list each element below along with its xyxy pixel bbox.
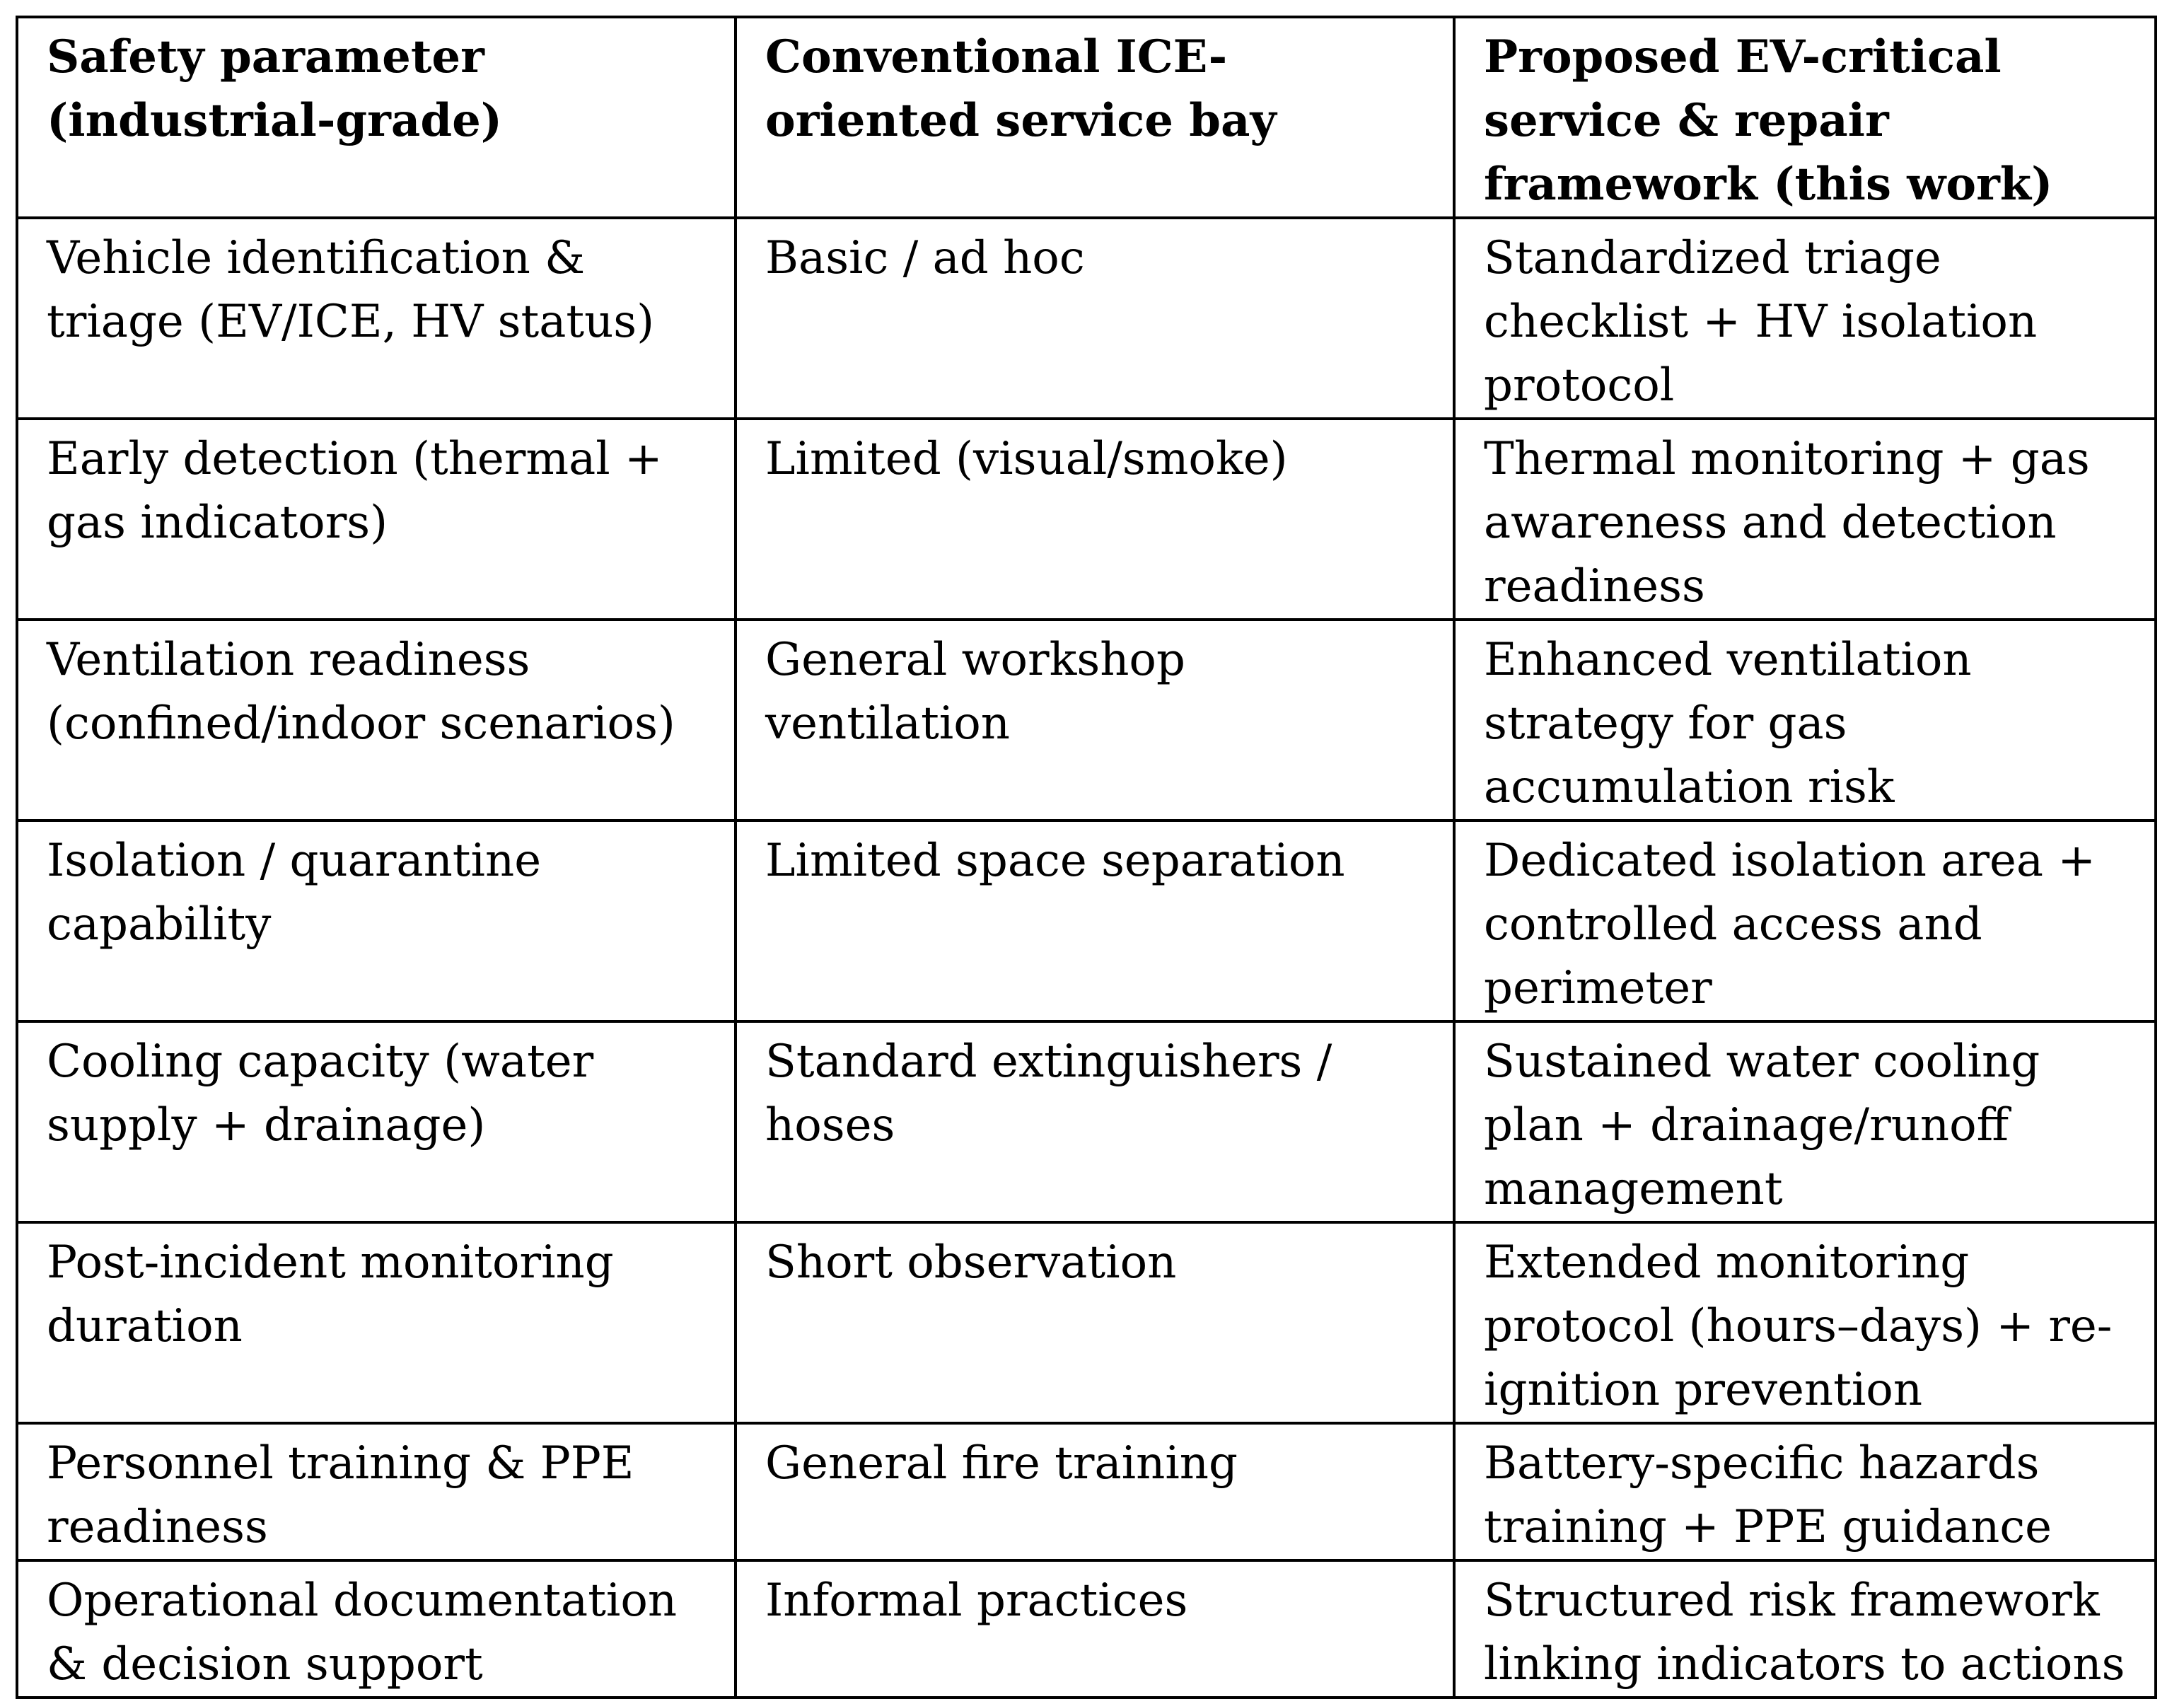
header-proposed-ev-framework: Proposed EV-critical service & repair framework (this work) [1454,17,2156,218]
cell-proposed: Sustained water cooling plan + drainage/runoff management [1454,1021,2156,1222]
cell-parameter: Vehicle identification & triage (EV/ICE, HV status) [17,218,736,419]
table-row [17,620,2156,820]
cell-conventional: Informal practices [736,1560,1454,1698]
cell-parameter: Personnel training & PPE readiness [17,1423,736,1560]
cell-parameter: Operational documentation & decision support [17,1560,736,1698]
safety-comparison-table [16,16,2157,1699]
table-row [17,419,2156,620]
cell-conventional: Limited space separation [736,820,1454,1021]
table-row [17,218,2156,419]
cell-conventional: Standard extinguishers / hoses [736,1021,1454,1222]
cell-parameter: Post-incident monitoring duration [17,1222,736,1423]
table-row [17,1423,2156,1560]
cell-parameter: Cooling capacity (water supply + drainage) [17,1021,736,1222]
table-row [17,820,2156,1021]
cell-proposed: Battery-specific hazards training + PPE guidance [1454,1423,2156,1560]
cell-conventional: Basic / ad hoc [736,218,1454,419]
cell-parameter: Early detection (thermal + gas indicators) [17,419,736,620]
cell-proposed: Thermal monitoring + gas awareness and detection readiness [1454,419,2156,620]
comparison-table-container [16,16,2154,1699]
table-row [17,1560,2156,1698]
table-row [17,1222,2156,1423]
table-row [17,1021,2156,1222]
cell-proposed: Standardized triage checklist + HV isolation protocol [1454,218,2156,419]
cell-parameter: Isolation / quarantine capability [17,820,736,1021]
cell-proposed: Structured risk framework linking indicators to actions [1454,1560,2156,1698]
header-conventional-ice-bay: Conventional ICE-oriented service bay [736,17,1454,218]
cell-proposed: Enhanced ventilation strategy for gas accumulation risk [1454,620,2156,820]
cell-parameter: Ventilation readiness (confined/indoor scenarios) [17,620,736,820]
cell-proposed: Dedicated isolation area + controlled access and perimeter [1454,820,2156,1021]
cell-conventional: General fire training [736,1423,1454,1560]
cell-conventional: General workshop ventilation [736,620,1454,820]
header-safety-parameter: Safety parameter (industrial-grade) [17,17,736,218]
cell-conventional: Limited (visual/smoke) [736,419,1454,620]
cell-conventional: Short observation [736,1222,1454,1423]
cell-proposed: Extended monitoring protocol (hours–days) + re-ignition prevention [1454,1222,2156,1423]
table-header-row [17,17,2156,218]
